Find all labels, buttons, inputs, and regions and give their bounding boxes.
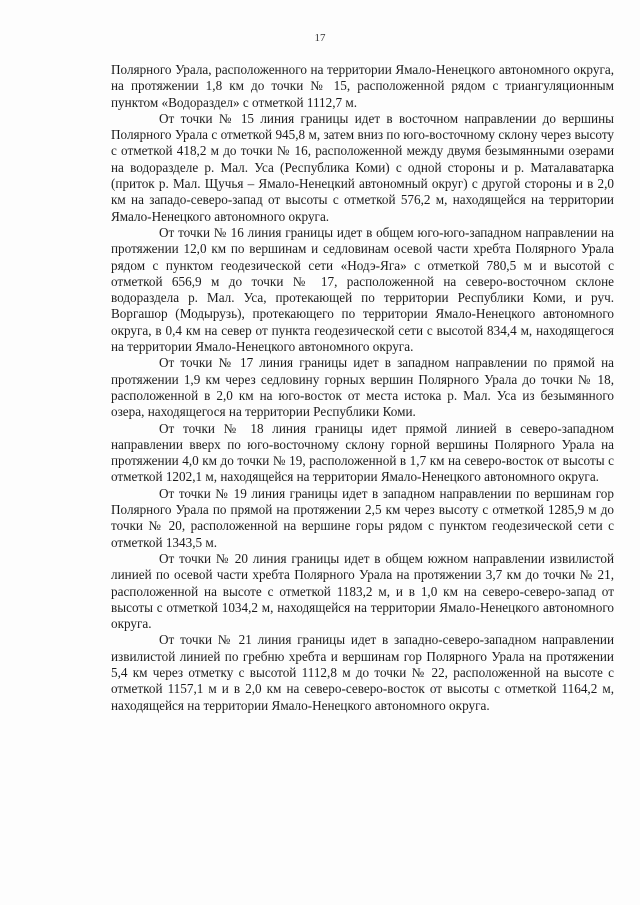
- paragraph: От точки № 16 линия границы идет в общем юго-юго-западном направлении на протяжении 12,0 км по вершинам и седловинам осевой части хребта Полярного Урала рядом с пунктом геодезической сети «Нодэ-Яга» с отметкой 780,5 м и высотой с отметкой 656,9 м до точки № 17, расположенной на северо-восточном склоне водораздела р. Мал. Уса, протекающей по территории Республики Коми, и руч. Воргашор (Модырузь), протекающего по территории Ямало-Ненецкого автономного округа, в 0,4 км на север от пункта геодезической сети с высотой 834,4 м, находящегося на территории Ямало-Ненецкого автономного округа.: [111, 224, 614, 355]
- paragraph: От точки № 15 линия границы идет в восточном направлении до вершины Полярного Урала с отметкой 945,8 м, затем вниз по юго-восточному склону через высоту с отметкой 418,2 м до точки № 16, расположенной между двумя безымянными озерами на водоразделе р. Мал. Уса (Республика Коми) с одной стороны и р. Маталаватарка (приток р. Мал. Щучья – Ямало-Ненецкий автономный округ) с другой стороны и в 2,0 км на западо-северо-запад от высоты с отметкой 576,2 м, находящейся на территории Ямало-Ненецкого автономного округа.: [111, 110, 614, 224]
- paragraph: От точки № 18 линия границы идет прямой линией в северо-западном направлении вверх по юго-восточному склону горной вершины Полярного Урала на протяжении 4,0 км до точки № 19, расположенной в 1,7 км на северо-восток от высоты с отметкой 1202,1 м, находящейся на территории Ямало-Ненецкого автономного округа.: [111, 420, 614, 485]
- paragraph: От точки № 20 линия границы идет в общем южном направлении извилистой линией по осевой части хребта Полярного Урала на протяжении 3,7 км до точки № 21, расположенной на высоте с отметкой 1183,2 м, и в 1,0 км на северо-северо-запад от высоты с отметкой 1034,2 м, находящейся на территории Ямало-Ненецкого автономного округа.: [111, 550, 614, 632]
- document-body: [111, 62, 614, 714]
- paragraph: Полярного Урала, расположенного на территории Ямало-Ненецкого автономного округа, на протяжении 1,8 км до точки № 15, расположенной рядом с триангуляционным пунктом «Водораздел» с отметкой 1112,7 м.: [111, 62, 614, 110]
- paragraph: От точки № 19 линия границы идет в западном направлении по вершинам гор Полярного Урала по прямой на протяжении 2,5 км через высоту с отметкой 1285,9 м до точки № 20, расположенной на вершине горы рядом с пунктом геодезической сети с отметкой 1343,5 м.: [111, 485, 614, 550]
- page-number: 17: [314, 32, 326, 44]
- paragraph: От точки № 21 линия границы идет в западно-северо-западном направлении извилистой линией по гребню хребта и вершинам гор Полярного Урала на протяжении 5,4 км через отметку с высотой 1112,8 м до точки № 22, расположенной на высоте с отметкой 1157,1 м и в 2,0 км на северо-северо-восток от высоты с отметкой 1164,2 м, находящейся на территории Ямало-Ненецкого автономного округа.: [111, 632, 614, 713]
- paragraph: От точки № 17 линия границы идет в западном направлении по прямой на протяжении 1,9 км через седловину горных вершин Полярного Урала до точки № 18, расположенной в 2,0 км на юго-восток от места истока р. Мал. Уса из безымянного озера, находящегося на территории Республики Коми.: [111, 355, 614, 420]
